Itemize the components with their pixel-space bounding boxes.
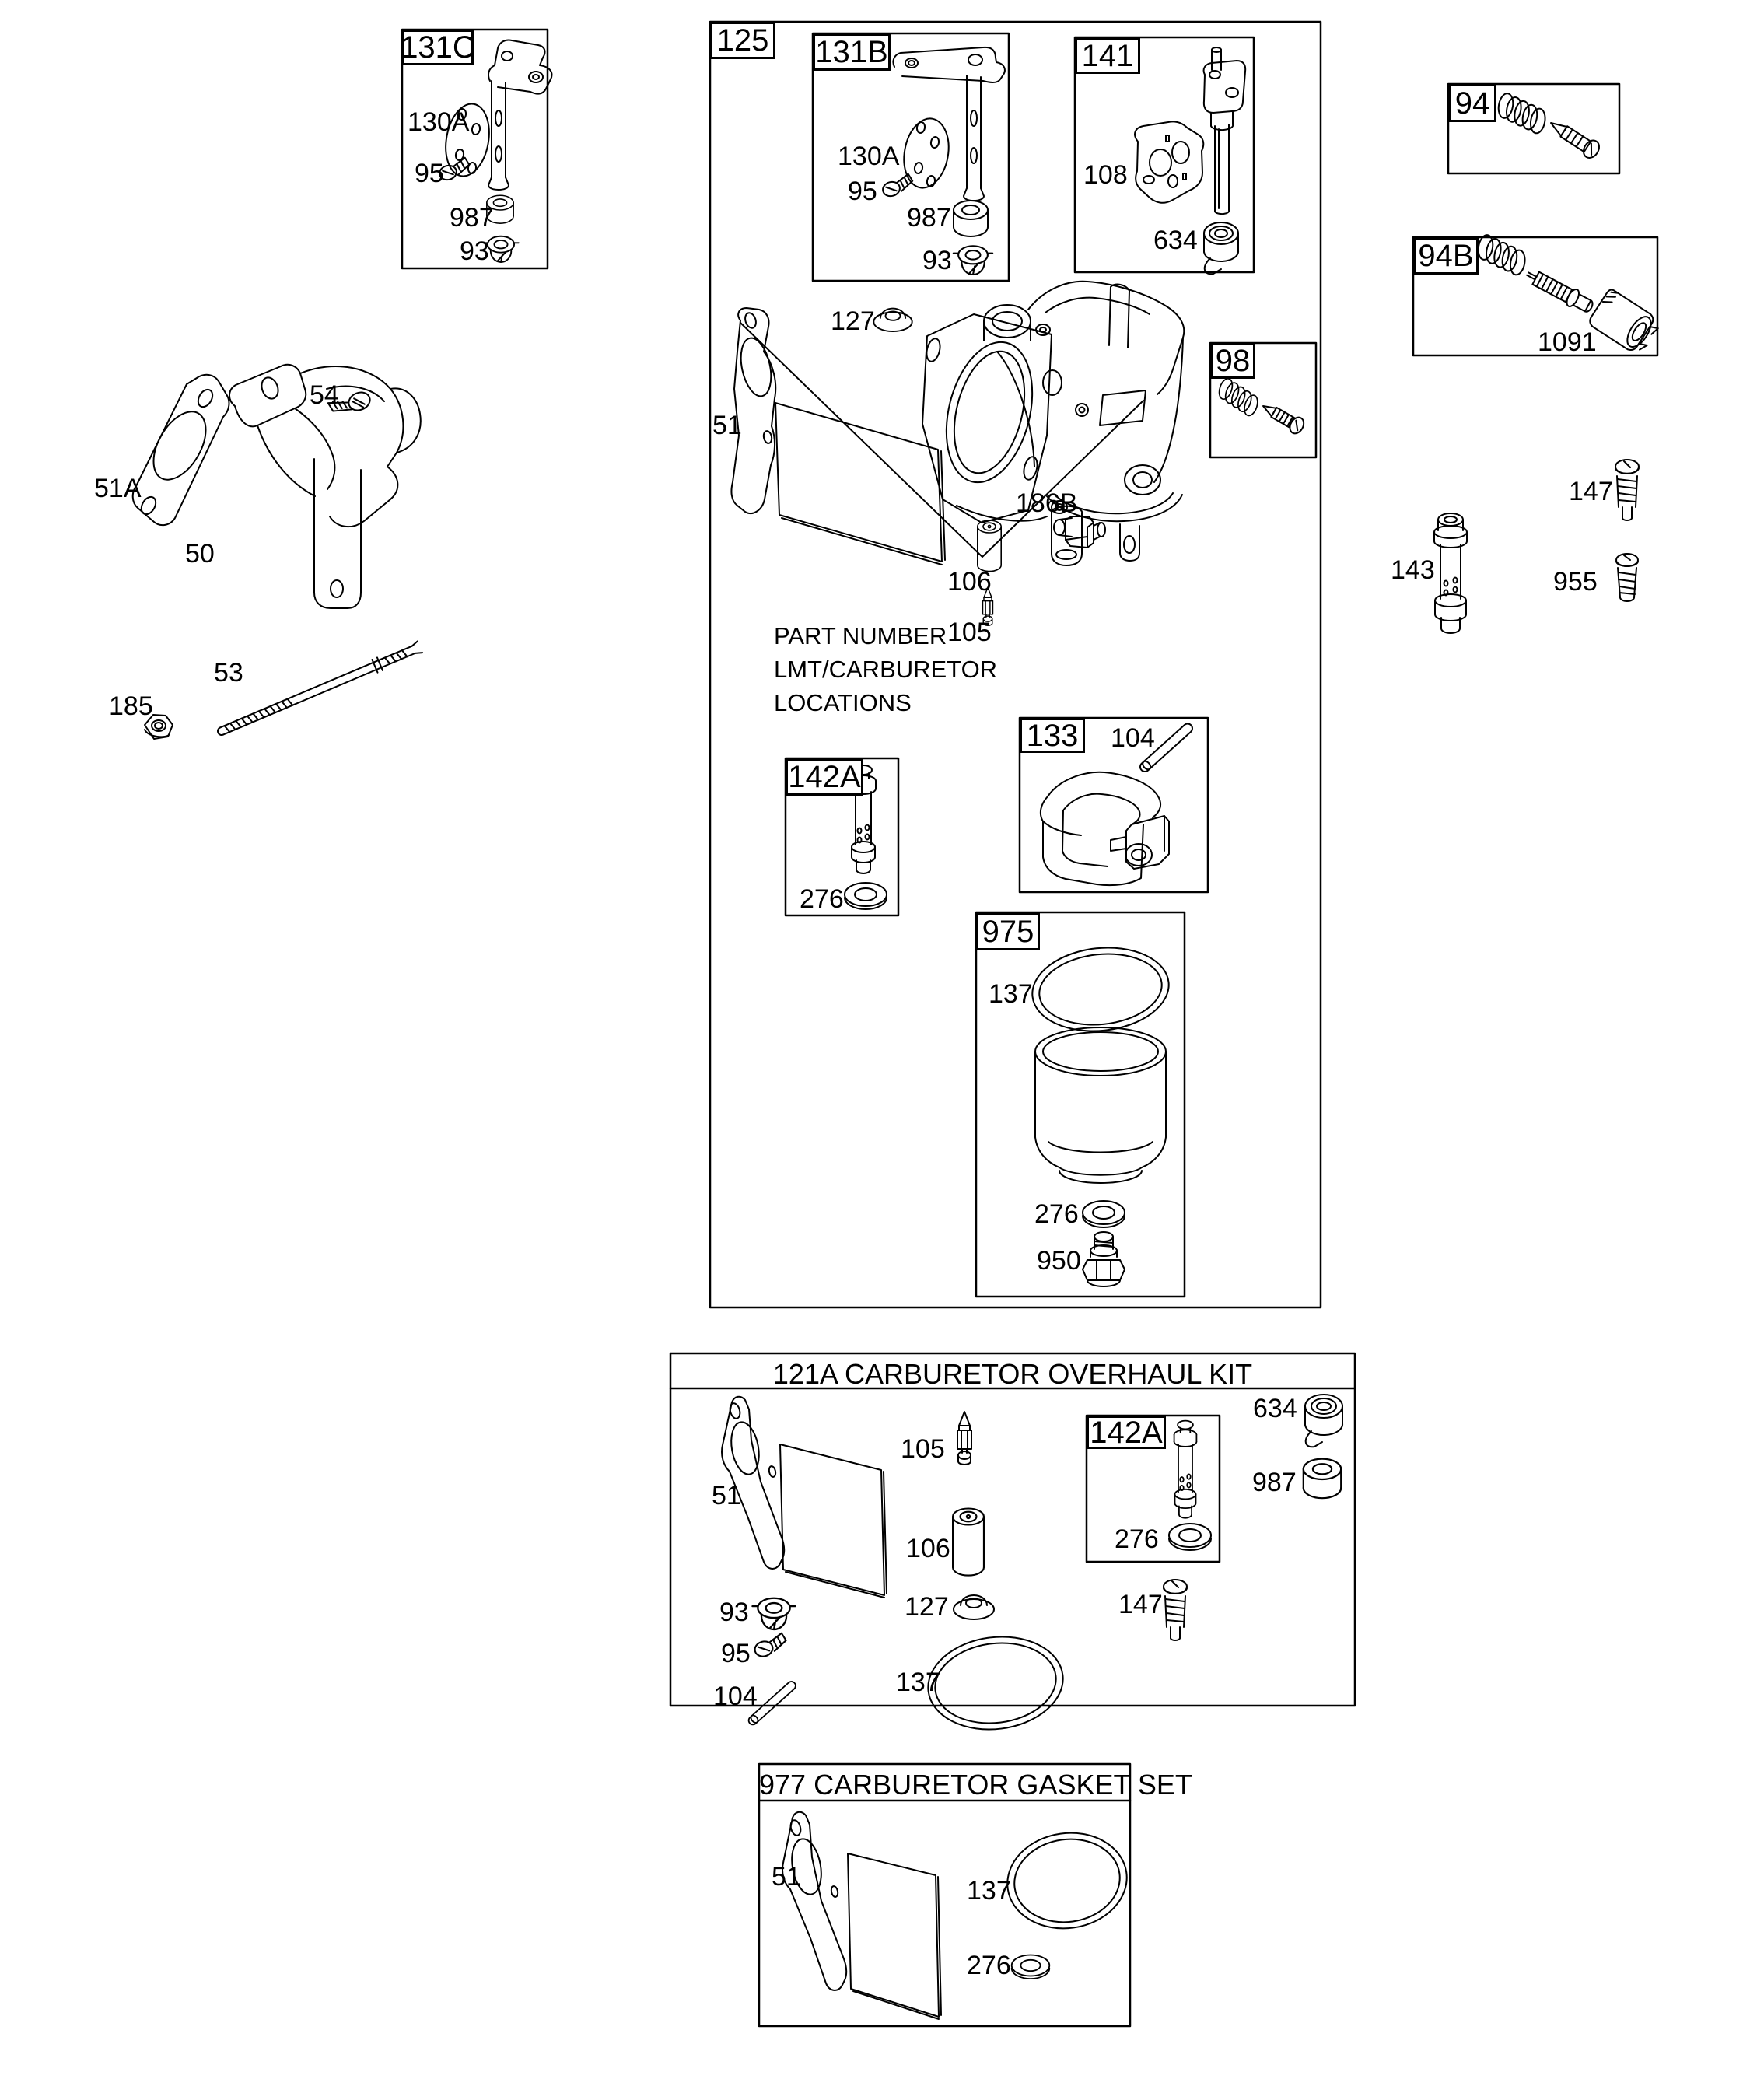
drawing-oring-137-kit: [922, 1629, 1068, 1737]
drawing-grommet-127-main: [873, 309, 912, 331]
section-title-gasket-set: 977 CARBURETOR GASKET SET: [759, 1769, 1192, 1801]
drawing-idle-speed-screw-98: [1214, 377, 1306, 436]
part-label-147-right: 147: [1569, 477, 1613, 506]
part-label-185: 185: [109, 691, 153, 721]
drawing-grommet-127-kit: [954, 1595, 994, 1619]
part-label-93-131c: 93: [460, 236, 489, 266]
box-header-94b: 94B: [1413, 237, 1479, 275]
drawing-gasket-51-gs: [782, 1812, 846, 1990]
box-header-131b: 131B: [813, 33, 891, 71]
part-label-108: 108: [1083, 160, 1128, 190]
drawing-mounting-stud-53: [215, 640, 423, 739]
drawing-screw-95-kit: [752, 1633, 789, 1658]
part-label-276-gs: 276: [967, 1951, 1011, 1980]
part-label-143: 143: [1391, 555, 1435, 585]
part-label-95-131c: 95: [415, 159, 444, 188]
box-header-142a-main: 142A: [786, 758, 863, 796]
part-label-987-131b: 987: [907, 203, 951, 233]
part-label-276-975: 276: [1034, 1199, 1079, 1229]
part-label-137-975: 137: [989, 979, 1033, 1009]
part-label-276-142a: 276: [800, 884, 844, 914]
part-label-51-kit: 51: [712, 1481, 741, 1510]
drawing-needle-valve-kit-94: [1495, 93, 1602, 161]
part-label-105-kit: 105: [901, 1434, 945, 1464]
part-label-127-kit: 127: [905, 1592, 949, 1622]
drawing-instruction-sheet-gs: [848, 1853, 941, 2019]
box-header-125: 125: [710, 22, 775, 59]
part-label-53: 53: [214, 658, 243, 688]
box-header-131c: 131C: [401, 30, 475, 65]
part-label-987-131c: 987: [450, 203, 494, 233]
box-header-94: 94: [1448, 84, 1496, 122]
part-label-955: 955: [1553, 567, 1598, 597]
drawing-bushing-987-kit: [1304, 1459, 1341, 1499]
part-label-93-131b: 93: [922, 246, 952, 275]
drawing-inlet-needle-105-kit: [957, 1412, 971, 1465]
drawing-fuel-filter-106-kit: [953, 1509, 984, 1576]
part-label-147-kit: 147: [1118, 1590, 1163, 1619]
note-part-number-line3: LOCATIONS: [774, 689, 912, 716]
box-header-975: 975: [976, 912, 1040, 950]
part-label-106-main: 106: [947, 567, 992, 597]
part-label-93-kit: 93: [719, 1598, 749, 1627]
drawing-screw-147-kit: [1164, 1580, 1187, 1640]
drawing-instruction-sheet-kit: [780, 1444, 887, 1598]
drawing-fuel-filter-106-main: [978, 520, 1001, 572]
part-label-54: 54: [310, 380, 339, 410]
part-label-1091: 1091: [1538, 327, 1597, 357]
part-label-127-main: 127: [831, 306, 875, 336]
drawing-spring-634-kit: [1305, 1395, 1342, 1447]
part-label-137-gs: 137: [967, 1876, 1011, 1906]
note-part-number-line2: LMT/CARBURETOR: [774, 656, 998, 683]
drawing-float-133: [1041, 772, 1169, 885]
drawing-instruction-sheet-main: [775, 403, 945, 565]
drawing-bowl-kit-975: [1028, 941, 1173, 1286]
section-title-overhaul-kit: 121A CARBURETOR OVERHAUL KIT: [772, 1358, 1253, 1390]
drawing-main-jet-142a-kit: [1169, 1421, 1211, 1550]
part-label-634-kit: 634: [1253, 1394, 1297, 1423]
box-header-142a-kit: 142A: [1087, 1416, 1166, 1449]
part-label-51a: 51A: [94, 474, 142, 503]
drawing-gasket-51a: [133, 375, 229, 525]
part-label-186b: 186B: [1016, 488, 1078, 518]
drawing-oring-137-gs: [1001, 1825, 1132, 1936]
drawing-carburetor-body: [922, 282, 1184, 565]
part-label-634-141: 634: [1153, 226, 1198, 255]
part-label-137-kit: 137: [896, 1668, 940, 1697]
part-label-50: 50: [185, 539, 215, 569]
drawing-washer-276-gs: [1012, 1955, 1050, 1979]
box-header-133: 133: [1020, 718, 1085, 753]
note-part-number-line1: PART NUMBER: [774, 622, 947, 649]
part-label-276-kit: 276: [1115, 1524, 1159, 1554]
part-label-104-133: 104: [1111, 723, 1155, 753]
part-label-95-kit: 95: [721, 1639, 751, 1668]
drawing-main-nozzle-143: [1434, 513, 1467, 633]
part-label-95-131b: 95: [848, 177, 877, 206]
box-header-98: 98: [1210, 343, 1255, 379]
part-label-105-main: 105: [947, 618, 992, 647]
drawing-clip-93-kit: [752, 1598, 795, 1629]
drawing-screw-955: [1616, 554, 1638, 601]
part-label-987-kit: 987: [1252, 1468, 1297, 1497]
part-label-51-gs: 51: [772, 1862, 801, 1892]
part-label-51-main: 51: [712, 411, 742, 440]
drawing-elbow-fitting-186b: [1054, 516, 1105, 548]
part-label-130a-131c: 130A: [408, 107, 470, 137]
box-header-141: 141: [1075, 37, 1140, 74]
drawing-screw-147-right: [1615, 460, 1639, 520]
part-label-130a-131b: 130A: [838, 142, 900, 171]
part-label-950: 950: [1037, 1246, 1081, 1276]
part-label-104-kit: 104: [713, 1682, 758, 1711]
part-label-106-kit: 106: [906, 1534, 950, 1563]
